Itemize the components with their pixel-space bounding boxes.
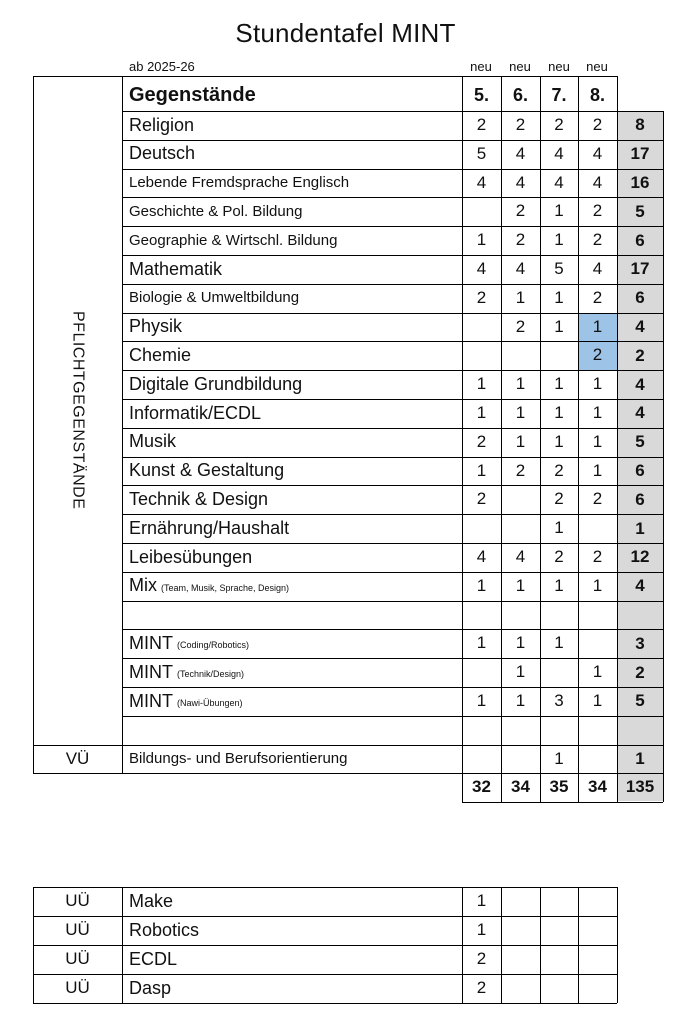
hours-cell: 4 — [592, 259, 603, 278]
subject-label: Bildungs- und Berufsorientierung — [129, 750, 348, 768]
subject-name — [129, 111, 194, 139]
hours-cell: 1 — [476, 633, 487, 653]
extra-label: UÜ — [65, 920, 90, 939]
grand-total: 135 — [617, 773, 663, 801]
subject-label: Digitale Grundbildung — [129, 373, 303, 394]
hours-cell: 1 — [592, 316, 603, 336]
hours-cell: 2 — [554, 547, 564, 566]
total-cell: 17 — [617, 255, 663, 284]
subject-label: MINT — [129, 661, 173, 682]
hours-cell: 2 — [554, 460, 564, 480]
grid-hline — [122, 485, 663, 486]
hours-cell: 1 — [515, 403, 526, 422]
grid-hline — [122, 111, 663, 112]
hours-cell: 2 — [592, 230, 603, 250]
grid-hline — [122, 543, 663, 544]
subject-label: Biologie & Umweltbildung — [129, 289, 300, 307]
hours-cell: 1 — [592, 691, 603, 710]
subject-label: Deutsch — [129, 143, 196, 164]
subject-name — [129, 543, 252, 571]
subject-name — [129, 514, 289, 542]
grid-hline — [33, 945, 617, 946]
side-label-text: PFLICHTGEGENSTÄNDE — [69, 310, 87, 510]
hours-cell: 1 — [476, 575, 487, 595]
hours-cell: 4 — [476, 172, 487, 192]
neu-label-7: neu — [548, 59, 570, 74]
neu-label-6: neu — [509, 59, 531, 74]
subject-label: MINT — [129, 690, 173, 711]
hours-cell: 1 — [592, 403, 603, 422]
hours-cell: 1 — [515, 287, 526, 307]
hours-cell: 1 — [515, 633, 526, 653]
hours-cell: 5 — [476, 143, 487, 163]
total-cell: 6 — [617, 226, 663, 255]
hours-cell: 1 — [554, 633, 564, 653]
hours-cell: 1 — [515, 575, 526, 595]
grid-vline — [617, 76, 618, 111]
hours-cell: 4 — [515, 259, 526, 278]
subject-label: Religion — [129, 114, 195, 135]
hours-cell: 1 — [515, 431, 526, 451]
extra-name: Make — [129, 890, 174, 911]
grid-vline — [33, 887, 34, 1003]
hours-cell: 4 — [592, 172, 603, 192]
grid-vline — [462, 76, 463, 802]
subject-note: (Coding/Robotics) — [177, 640, 250, 651]
grid-hline — [122, 658, 663, 659]
subtitle: ab 2025-26 — [129, 59, 195, 74]
neu-label-8: neu — [586, 59, 608, 74]
total-cell — [617, 601, 663, 630]
vu-label: VÜ — [65, 749, 90, 768]
subject-note: (Team, Musik, Sprache, Design) — [161, 582, 290, 593]
total-cell: 6 — [617, 457, 663, 486]
grid-vline — [462, 887, 463, 1003]
grid-hline — [122, 255, 663, 256]
hours-cell: 1 — [515, 662, 526, 682]
grid-vline — [578, 76, 579, 802]
subject-name — [129, 197, 302, 225]
hours-cell: 2 — [515, 115, 526, 134]
hours-cell: 1 — [554, 201, 564, 221]
grid-vline — [617, 887, 618, 1003]
grid-hline — [122, 140, 663, 141]
total-cell: 8 — [617, 111, 663, 140]
subject-label: Informatik/ECDL — [129, 402, 262, 423]
hours-cell: 1 — [554, 431, 564, 451]
total-cell — [617, 716, 663, 745]
total-cell: 1 — [617, 514, 663, 543]
hours-cell: 2 — [515, 460, 526, 480]
grid-vline — [540, 887, 541, 1003]
hours-cell: 4 — [592, 143, 603, 163]
total-cell: 4 — [617, 399, 663, 428]
total-cell: 5 — [617, 428, 663, 457]
grid-hline — [462, 802, 663, 803]
total-cell: 3 — [617, 629, 663, 658]
hours-cell: 2 — [592, 345, 603, 365]
grand-total: 35 — [549, 777, 569, 797]
grid-hline — [122, 572, 663, 573]
hours-cell: 1 — [554, 230, 564, 250]
extra-value: 2 — [476, 949, 487, 968]
subject-name — [129, 313, 182, 341]
subject-name — [129, 140, 195, 168]
subject-name — [129, 370, 302, 398]
hours-cell: 1 — [476, 374, 487, 394]
grid-hline — [122, 399, 663, 400]
subject-name — [129, 255, 222, 283]
extra-name: ECDL — [129, 948, 178, 969]
subject-label: Leibesübungen — [129, 546, 253, 567]
grand-total: 34 — [511, 777, 530, 797]
grid-hline — [122, 370, 663, 371]
extra-value: 1 — [476, 920, 487, 939]
total-cell: 12 — [617, 543, 663, 572]
page-title: Stundentafel MINT — [235, 18, 456, 48]
grid-vline — [122, 887, 123, 1003]
hours-cell: 1 — [554, 518, 564, 538]
total-cell: 4 — [617, 313, 663, 342]
hours-cell: 1 — [592, 575, 603, 595]
total-cell: 1 — [617, 745, 663, 774]
total-cell: 2 — [617, 341, 663, 370]
subject-note: (Technik/Design) — [177, 669, 245, 680]
grid-hline — [33, 916, 617, 917]
extra-label: UÜ — [65, 891, 90, 910]
hours-cell: 2 — [476, 489, 487, 509]
grid-hline — [33, 1003, 617, 1004]
hours-cell: 1 — [554, 374, 564, 394]
hours-cell: 4 — [554, 143, 564, 163]
hours-cell: 2 — [515, 316, 526, 336]
grid-hline — [122, 226, 663, 227]
subject-label: Mix — [129, 575, 157, 596]
grand-total: 32 — [472, 777, 491, 797]
subject-label: Mathematik — [129, 258, 223, 279]
subject-label: Chemie — [129, 344, 192, 365]
extra-label: UÜ — [65, 949, 90, 968]
hours-cell: 4 — [476, 547, 487, 566]
extra-value: 2 — [476, 978, 487, 997]
hours-cell: 4 — [476, 259, 487, 278]
hours-cell: 2 — [515, 230, 526, 250]
subject-name — [129, 629, 249, 657]
header-grade: 7. — [551, 84, 567, 105]
hours-cell: 2 — [554, 489, 564, 509]
total-cell: 16 — [617, 169, 663, 198]
hours-cell: 5 — [554, 259, 564, 278]
subject-name — [129, 169, 349, 197]
total-cell: 4 — [617, 370, 663, 399]
hours-cell: 2 — [592, 287, 603, 307]
subject-label: Geographie & Wirtschl. Bildung — [129, 231, 338, 249]
extra-name: Robotics — [129, 919, 200, 940]
side-label — [33, 76, 122, 744]
total-cell: 5 — [617, 197, 663, 226]
subject-name — [129, 745, 347, 773]
grid-hline — [122, 773, 663, 774]
grid-hline — [33, 773, 122, 774]
grid-hline — [122, 284, 663, 285]
subject-name — [129, 572, 289, 600]
grid-hline — [122, 457, 663, 458]
hours-cell: 1 — [592, 460, 603, 480]
hours-cell: 4 — [554, 172, 564, 192]
subject-label: Geschichte & Pol. Bildung — [129, 202, 303, 220]
hours-cell: 2 — [592, 201, 603, 221]
hours-cell: 4 — [515, 172, 526, 192]
hours-cell: 1 — [515, 691, 526, 710]
subject-label: Technik & Design — [129, 488, 269, 509]
grid-hline — [122, 313, 663, 314]
neu-label-5: neu — [470, 59, 492, 74]
subject-label: Lebende Fremdsprache Englisch — [129, 174, 350, 192]
hours-cell: 1 — [554, 403, 564, 422]
subject-label: Musik — [129, 431, 177, 452]
subject-label: MINT — [129, 632, 173, 653]
total-cell: 6 — [617, 284, 663, 313]
grid-vline — [617, 111, 618, 802]
subject-name — [129, 284, 299, 312]
hours-cell: 2 — [476, 287, 487, 307]
hours-cell: 1 — [592, 431, 603, 451]
grid-hline — [122, 716, 663, 717]
hours-cell: 2 — [592, 489, 603, 509]
header-subject: Gegenstände — [129, 83, 256, 106]
grid-hline — [33, 887, 617, 888]
subject-name — [129, 399, 261, 427]
hours-cell: 1 — [476, 403, 487, 422]
grid-vline — [540, 76, 541, 802]
header-grade: 6. — [512, 84, 528, 105]
total-cell: 2 — [617, 658, 663, 687]
hours-cell: 1 — [476, 460, 487, 480]
hours-cell: 2 — [592, 115, 603, 134]
hours-cell: 2 — [476, 115, 487, 134]
subject-name — [129, 428, 176, 456]
grid-vline — [501, 76, 502, 802]
subject-label: Physik — [129, 316, 183, 337]
grid-hline — [122, 629, 663, 630]
grid-hline — [33, 974, 617, 975]
grid-hline — [122, 197, 663, 198]
hours-cell: 2 — [592, 547, 603, 566]
hours-cell: 1 — [554, 575, 564, 595]
subject-name — [129, 457, 284, 485]
grid-hline — [122, 341, 663, 342]
grid-hline — [122, 687, 663, 688]
hours-cell: 2 — [515, 201, 526, 221]
grid-vline — [663, 111, 664, 802]
subject-name — [129, 226, 337, 254]
extra-value: 1 — [476, 891, 487, 910]
extra-name: Dasp — [129, 977, 172, 998]
grid-hline — [122, 514, 663, 515]
grid-vline — [578, 887, 579, 1003]
extra-label: UÜ — [65, 978, 90, 997]
total-cell: 6 — [617, 485, 663, 514]
subject-name — [129, 658, 244, 686]
grand-total: 34 — [588, 777, 607, 797]
grid-vline — [122, 76, 123, 773]
subject-name — [129, 341, 191, 369]
hours-cell: 1 — [515, 374, 526, 394]
hours-cell: 1 — [554, 287, 564, 307]
subject-note: (Nawi-Übungen) — [177, 698, 243, 708]
subject-label: Ernährung/Haushalt — [129, 517, 290, 538]
hours-cell: 4 — [515, 547, 526, 566]
hours-cell: 1 — [592, 374, 603, 394]
grid-hline — [122, 601, 663, 602]
header-grade: 8. — [589, 84, 605, 105]
subject-name — [129, 687, 243, 715]
grid-vline — [501, 887, 502, 1003]
hours-cell: 2 — [476, 431, 487, 451]
total-cell: 17 — [617, 140, 663, 169]
hours-cell: 4 — [515, 143, 526, 163]
hours-cell: 1 — [592, 662, 603, 682]
grid-hline — [122, 428, 663, 429]
total-cell: 5 — [617, 687, 663, 716]
header-grade: 5. — [473, 84, 489, 105]
hours-cell: 1 — [554, 316, 564, 336]
grid-hline — [122, 745, 663, 746]
total-cell: 4 — [617, 572, 663, 601]
hours-cell: 3 — [554, 691, 564, 710]
hours-cell: 1 — [476, 230, 487, 250]
grid-hline — [122, 169, 663, 170]
hours-cell: 2 — [554, 115, 564, 134]
subject-label: Kunst & Gestaltung — [129, 460, 285, 481]
hours-cell: 1 — [476, 691, 487, 710]
subject-name — [129, 485, 268, 513]
hours-cell: 1 — [554, 748, 564, 768]
